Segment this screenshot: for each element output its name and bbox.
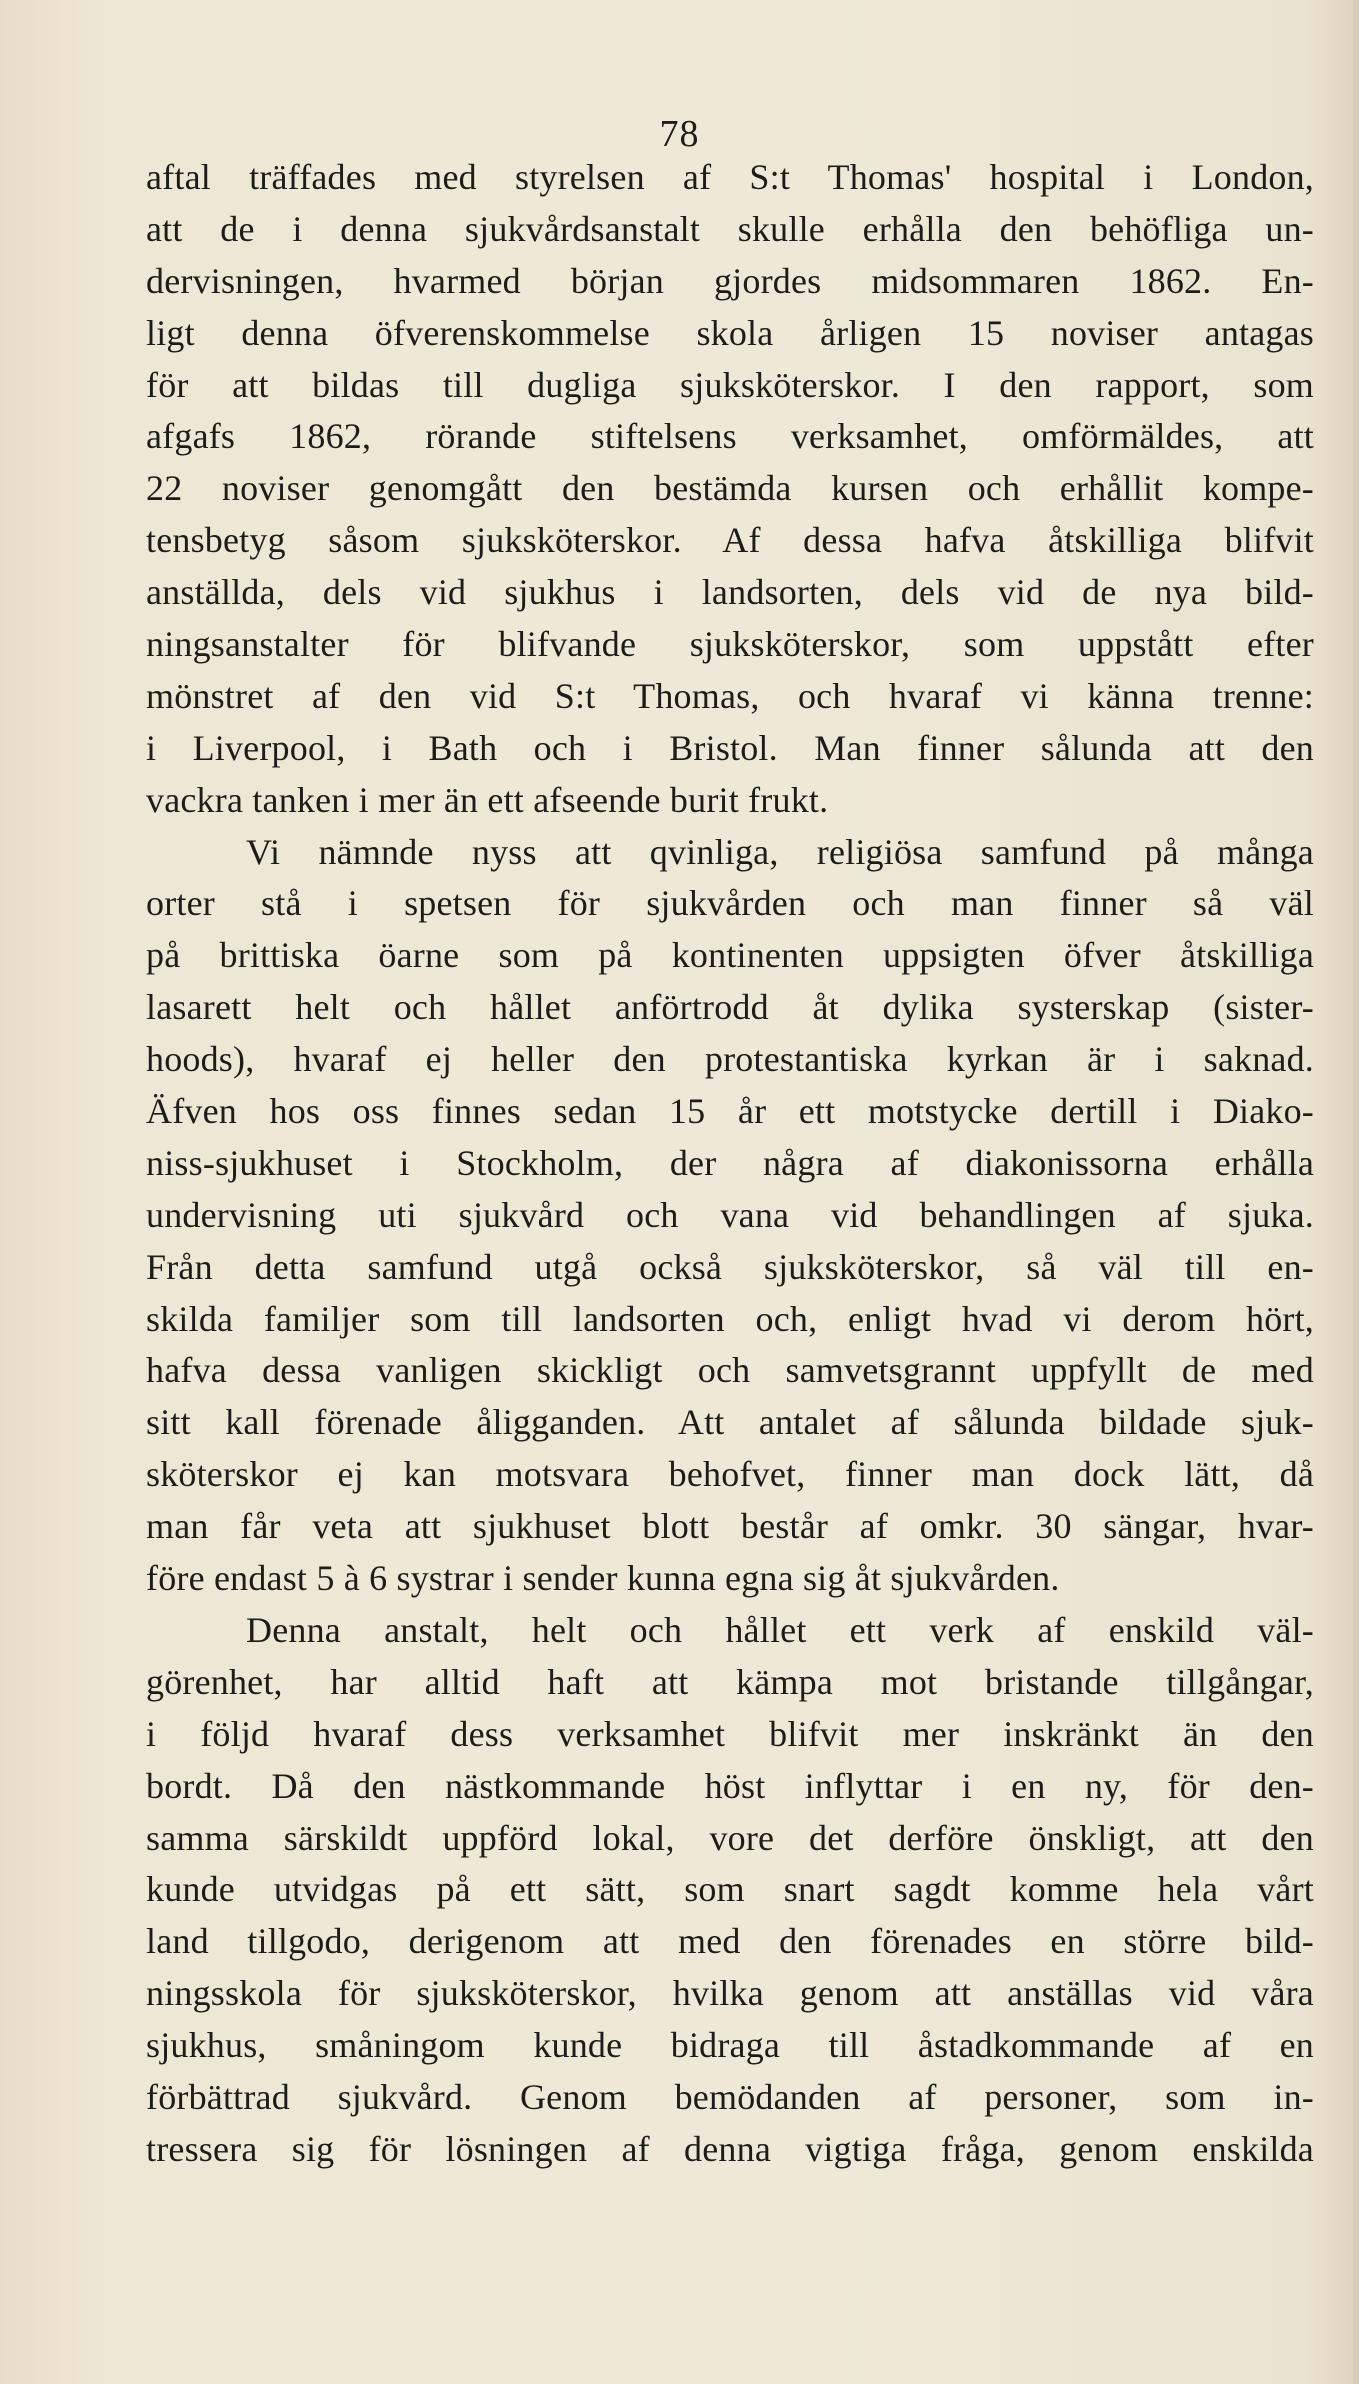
paragraph-start-line: Vi nämnde nyss att qvinliga, religiösa samfund på många [246, 831, 1314, 872]
text-line: sjukhus, småningom kunde bidraga till åstadkommande af en [146, 2025, 1314, 2066]
text-line: i Liverpool, i Bath och i Bristol. Man finner sålunda att den [146, 727, 1314, 768]
text-line: ningsanstalter för blifvande sjuksköterskor, som uppstått efter [146, 624, 1314, 665]
text-line: att de i denna sjukvårdsanstalt skulle erhålla den behöfliga un- [146, 208, 1314, 249]
text-line: på brittiska öarne som på kontinenten uppsigten öfver åtskilliga [146, 935, 1314, 976]
text-line: anställda, dels vid sjukhus i landsorten, dels vid de nya bild- [146, 572, 1314, 613]
text-line: ligt denna öfverenskommelse skola årligen 15 noviser antagas [146, 312, 1314, 353]
text-line: Äfven hos oss finnes sedan 15 år ett motstycke dertill i Diako- [146, 1091, 1314, 1132]
paragraph-end-line: före endast 5 à 6 systrar i sender kunna egna sig åt sjukvården. [146, 1558, 1060, 1599]
text-line: mönstret af den vid S:t Thomas, och hvaraf vi känna trenne: [146, 675, 1314, 716]
text-line: Från detta samfund utgå också sjuksköterskor, så väl till en- [146, 1246, 1314, 1287]
page-edge [1353, 0, 1359, 2384]
text-line: hoods), hvaraf ej heller den protestantiska kyrkan är i saknad. [146, 1039, 1314, 1080]
text-line: skilda familjer som till landsorten och, enligt hvad vi derom hört, [146, 1298, 1314, 1339]
text-line: för att bildas till dugliga sjuksköterskor. I den rapport, som [146, 364, 1314, 405]
text-line: lasarett helt och hållet anförtrodd åt dylika systerskap (sister- [146, 987, 1314, 1028]
text-line: kunde utvidgas på ett sätt, som snart sagdt komme hela vårt [146, 1869, 1314, 1910]
text-line: ningsskola för sjuksköterskor, hvilka genom att anställas vid våra [146, 1973, 1314, 2014]
text-line: hafva dessa vanligen skickligt och samvetsgrannt uppfyllt de med [146, 1350, 1314, 1391]
text-line: undervisning uti sjukvård och vana vid behandlingen af sjuka. [146, 1194, 1314, 1235]
text-line: land tillgodo, derigenom att med den förenades en större bild- [146, 1921, 1314, 1962]
text-line: orter stå i spetsen för sjukvården och man finner så väl [146, 883, 1314, 924]
text-line: sitt kall förenade åligganden. Att antalet af sålunda bildade sjuk- [146, 1402, 1314, 1443]
text-line: man får veta att sjukhuset blott består af omkr. 30 sängar, hvar- [146, 1506, 1314, 1547]
text-line: sköterskor ej kan motsvara behofvet, finner man dock lätt, då [146, 1454, 1314, 1495]
text-line: afgafs 1862, rörande stiftelsens verksamhet, omförmäldes, att [146, 416, 1314, 457]
body-text [146, 152, 1314, 2176]
paragraph-end-line: vackra tanken i mer än ett afseende burit frukt. [146, 779, 829, 820]
paragraph-start-line: Denna anstalt, helt och hållet ett verk af enskild väl- [246, 1609, 1314, 1650]
page-number: 78 [659, 113, 700, 155]
text-line: tressera sig för lösningen af denna vigtiga fråga, genom enskilda [146, 2128, 1314, 2169]
text-line: niss-sjukhuset i Stockholm, der några af diakonissorna erhålla [146, 1142, 1314, 1183]
text-line: aftal träffades med styrelsen af S:t Thomas' hospital i London, [146, 157, 1314, 197]
text-line: 22 noviser genomgått den bestämda kursen och erhållit kompe- [146, 468, 1314, 509]
text-line: bordt. Då den nästkommande höst inflyttar i en ny, för den- [146, 1765, 1314, 1806]
text-line: tensbetyg såsom sjuksköterskor. Af dessa hafva åtskilliga blifvit [146, 520, 1314, 561]
text-line: i följd hvaraf dess verksamhet blifvit mer inskränkt än den [146, 1713, 1314, 1754]
text-line: dervisningen, hvarmed början gjordes midsommaren 1862. En- [146, 260, 1314, 301]
text-line: görenhet, har alltid haft att kämpa mot bristande tillgångar, [146, 1661, 1314, 1702]
text-line: förbättrad sjukvård. Genom bemödanden af personer, som in- [146, 2076, 1314, 2117]
text-line: samma särskildt uppförd lokal, vore det derföre önskligt, att den [146, 1817, 1314, 1858]
